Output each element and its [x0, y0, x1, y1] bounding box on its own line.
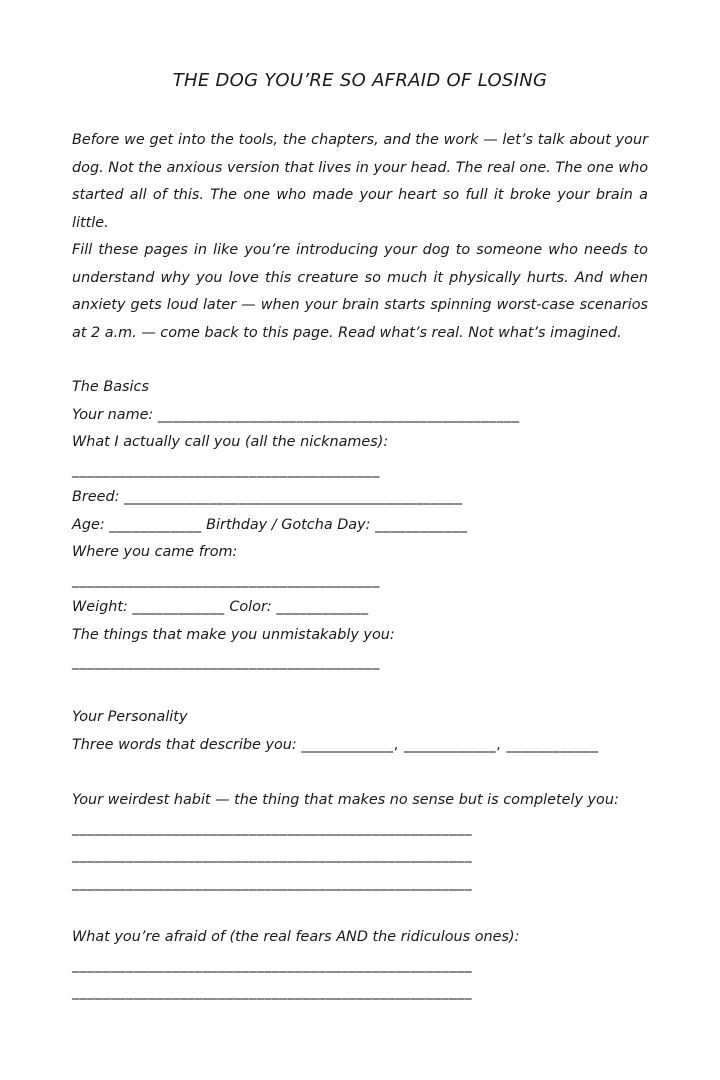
- worksheet-page: [72, 0, 648, 1080]
- weird-habit-label: Your weirdest habit — the thing that makes no sense but is completely you:: [72, 792, 619, 808]
- age-label: Age:: [72, 517, 110, 533]
- page-title: THE DOG YOU’RE SO AFRAID OF LOSING: [172, 70, 548, 91]
- origin-blank[interactable]: ________________________________________: [72, 572, 380, 588]
- birthday-blank[interactable]: ____________: [375, 517, 468, 533]
- name-label: Your name:: [72, 407, 158, 423]
- basics-heading: The Basics: [72, 379, 149, 395]
- intro-paragraph-2: Fill these pages in like you’re introducing your dog to someone who needs to understand why you love this creature so much it physically hurts. And when anxiety gets loud later — when your brain starts spinning worst-case scenarios at 2 a.m. — come back to this page. Read what’s real. Not what’s imagined.: [72, 242, 648, 341]
- three-words-label: Three words that describe you:: [72, 737, 302, 753]
- breed-field-row: [72, 484, 463, 512]
- fears-label: What you’re afraid of (the real fears AND the ridiculous ones):: [72, 929, 520, 945]
- age-blank[interactable]: ____________: [109, 517, 202, 533]
- unmistakable-blank[interactable]: ________________________________________: [72, 654, 380, 670]
- name-field-row: [72, 402, 520, 430]
- birthday-label: Birthday / Gotcha Day:: [201, 517, 376, 533]
- fears-line-2[interactable]: ____________________________________________________: [72, 984, 473, 1000]
- weird-habit-line-2[interactable]: ____________________________________________________: [72, 847, 473, 863]
- color-label: Color:: [224, 599, 277, 615]
- three-words-row: [72, 732, 599, 760]
- age-birthday-row: [72, 512, 467, 540]
- nicknames-label: What I actually call you (all the nicknames):: [72, 434, 389, 450]
- color-blank[interactable]: ____________: [276, 599, 369, 615]
- breed-blank[interactable]: ____________________________________________: [124, 489, 463, 505]
- fears-line-1[interactable]: ____________________________________________________: [72, 957, 473, 973]
- name-blank[interactable]: _______________________________________________: [157, 407, 520, 423]
- three-words-blank[interactable]: ____________, ____________, ____________: [301, 737, 599, 753]
- unmistakable-label: The things that make you unmistakably you:: [72, 627, 395, 643]
- intro-paragraph-1: Before we get into the tools, the chapters, and the work — let’s talk about your dog. Not the anxious version that lives in your head. The real one. The one who started all of this. The one who made your heart so full it broke your brain a little.: [72, 132, 648, 231]
- breed-label: Breed:: [72, 489, 125, 505]
- weight-color-row: [72, 594, 369, 622]
- weird-habit-line-1[interactable]: ____________________________________________________: [72, 820, 473, 836]
- origin-label: Where you came from:: [72, 544, 238, 560]
- personality-heading: Your Personality: [72, 709, 188, 725]
- weight-label: Weight:: [72, 599, 133, 615]
- weird-habit-line-3[interactable]: ____________________________________________________: [72, 875, 473, 891]
- weight-blank[interactable]: ____________: [132, 599, 225, 615]
- nicknames-blank[interactable]: ________________________________________: [72, 462, 380, 478]
